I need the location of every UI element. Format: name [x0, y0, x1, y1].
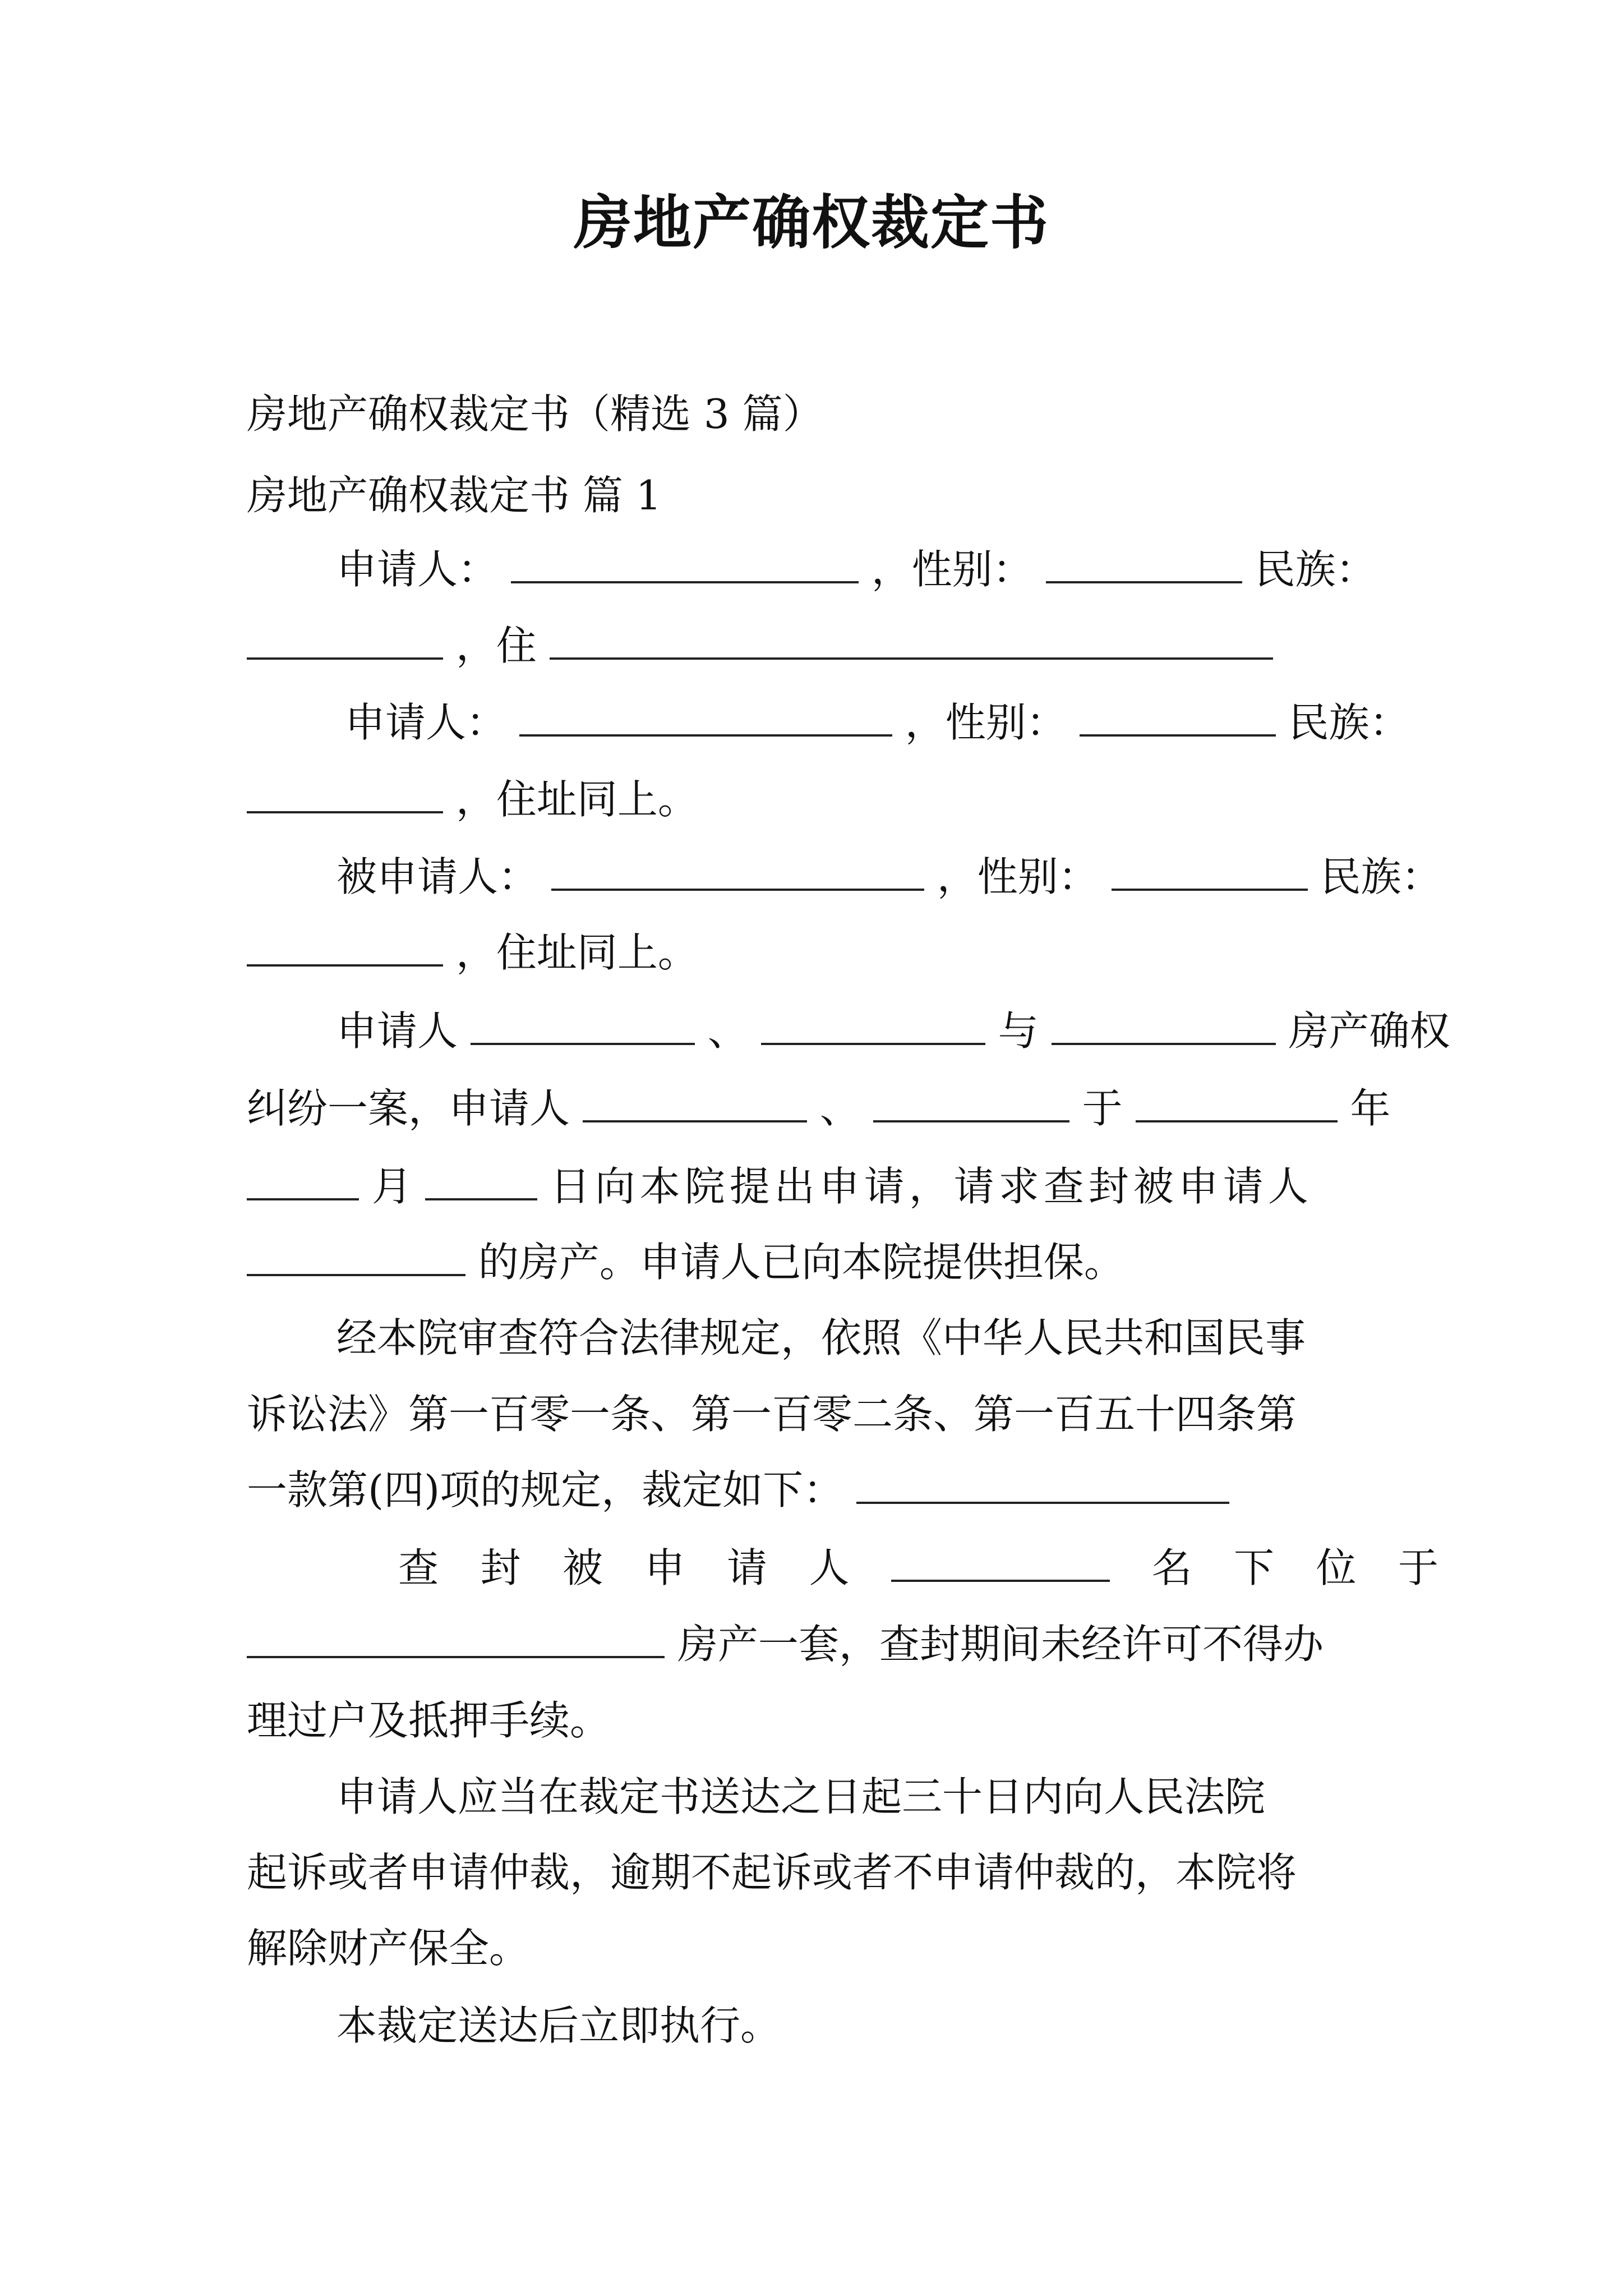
applicant-line-2 — [345, 698, 1410, 747]
notice-line-2: 起诉或者申请仲裁，逾期不起诉或者不申请仲裁的，本院将 — [247, 1849, 1297, 1896]
year-blank[interactable] — [1136, 1084, 1338, 1122]
case-line-2-start: 纠纷一案，申请人 — [247, 1085, 570, 1132]
residence-label: ，住 — [455, 622, 537, 669]
document-subtitle: 房地产确权裁定书（精选 3 篇） — [247, 390, 823, 438]
respondent-ethnicity-blank[interactable] — [247, 928, 443, 967]
ruling-text: 一款第(四)项的规定，裁定如下： — [247, 1466, 844, 1513]
case-line-3 — [247, 1162, 1313, 1211]
seal-line-2 — [247, 1620, 1324, 1668]
ethnicity-blank-2[interactable] — [247, 775, 443, 813]
case-applicant-label: 申请人 — [336, 1007, 458, 1055]
respondent-property-blank[interactable] — [247, 1238, 465, 1276]
residence-line-1 — [247, 622, 1273, 670]
same-address-line-2 — [247, 928, 698, 977]
case-line-2-separator: 、 — [819, 1085, 860, 1132]
gender-label-2: ，性别： — [905, 699, 1067, 746]
gender-blank[interactable] — [1046, 545, 1242, 583]
respondent-name-seal-blank[interactable] — [891, 1544, 1110, 1582]
seal-char-1: 查 — [398, 1544, 439, 1591]
request-text: 日向本院提出申请，请求查封被申请人 — [550, 1163, 1313, 1210]
case-separator-1: 、 — [707, 1007, 748, 1055]
case-line-1 — [336, 1007, 1450, 1055]
day-blank[interactable] — [425, 1162, 537, 1200]
property-location-blank[interactable] — [247, 1620, 665, 1658]
same-address-text: ，住址同上。 — [455, 776, 698, 823]
case-line-4 — [247, 1238, 1124, 1286]
seal-line-1 — [398, 1544, 1438, 1592]
seal-line-3: 理过户及抵押手续。 — [247, 1697, 611, 1744]
seal-char-7: 名 — [1151, 1544, 1192, 1591]
month-blank[interactable] — [247, 1162, 359, 1200]
applicant-line-1 — [336, 545, 1376, 593]
seal-char-8: 下 — [1233, 1544, 1274, 1591]
gender-blank-2[interactable] — [1080, 698, 1276, 737]
respondent-gender-blank[interactable] — [1112, 853, 1308, 891]
respondent-line — [336, 853, 1442, 901]
execute-line: 本裁定送达后立即执行。 — [336, 2002, 781, 2049]
case-line-2 — [247, 1084, 1390, 1133]
seal-char-2: 封 — [480, 1544, 521, 1591]
case-with-label: 与 — [998, 1007, 1039, 1055]
seal-char-9: 位 — [1316, 1544, 1357, 1591]
respondent-label: 被申请人： — [336, 853, 539, 900]
case-date-label: 于 — [1082, 1085, 1123, 1132]
ethnicity-label: 民族： — [1255, 546, 1376, 593]
ethnicity-label-2: 民族： — [1288, 699, 1410, 746]
seal-char-3: 被 — [562, 1544, 603, 1591]
respondent-gender-label: ，性别： — [937, 853, 1099, 900]
property-seal-text: 房产一套，查封期间未经许可不得办 — [677, 1621, 1324, 1668]
applicant-label: 申请人： — [336, 546, 499, 593]
applicant-name-blank-2[interactable] — [519, 698, 892, 737]
residence-blank[interactable] — [550, 622, 1273, 660]
case-applicant-blank-1[interactable] — [471, 1007, 695, 1045]
month-label: 月 — [371, 1163, 412, 1210]
law-line-2: 诉讼法》第一百零一条、第一百零二条、第一百五十四条第 — [247, 1391, 1297, 1438]
applicant-name-blank[interactable] — [511, 545, 859, 583]
applicant-label-2: 申请人： — [345, 699, 507, 746]
law-line-3 — [247, 1466, 1229, 1514]
notice-line-1: 申请人应当在裁定书送达之日起三十日内向人民法院 — [336, 1773, 1266, 1820]
document-title: 房地产确权裁定书 — [573, 188, 1049, 257]
same-address-text-2: ，住址同上。 — [455, 929, 698, 976]
section-heading: 房地产确权裁定书 篇 1 — [247, 472, 662, 519]
case-line-2-blank-2[interactable] — [873, 1084, 1069, 1122]
guarantee-text: 的房产。申请人已向本院提供担保。 — [478, 1239, 1124, 1286]
case-line-2-blank-1[interactable] — [583, 1084, 807, 1122]
case-dispute-label: 房产确权 — [1288, 1007, 1450, 1055]
seal-char-10: 于 — [1398, 1544, 1438, 1591]
ethnicity-blank[interactable] — [247, 622, 443, 660]
gender-label: ，性别： — [871, 546, 1033, 593]
respondent-ethnicity-label: 民族： — [1320, 853, 1442, 900]
case-applicant-blank-2[interactable] — [761, 1007, 985, 1045]
year-label: 年 — [1350, 1085, 1391, 1132]
case-respondent-blank[interactable] — [1052, 1007, 1276, 1045]
seal-char-4: 申 — [644, 1544, 685, 1591]
respondent-name-blank[interactable] — [551, 853, 924, 891]
notice-line-3: 解除财产保全。 — [247, 1925, 530, 1972]
seal-char-6: 人 — [809, 1544, 850, 1591]
same-address-line-1 — [247, 775, 698, 823]
ruling-blank[interactable] — [856, 1466, 1229, 1504]
seal-char-5: 请 — [727, 1544, 768, 1591]
law-line-1: 经本院审查符合法律规定，依照《中华人民共和国民事 — [336, 1314, 1306, 1361]
